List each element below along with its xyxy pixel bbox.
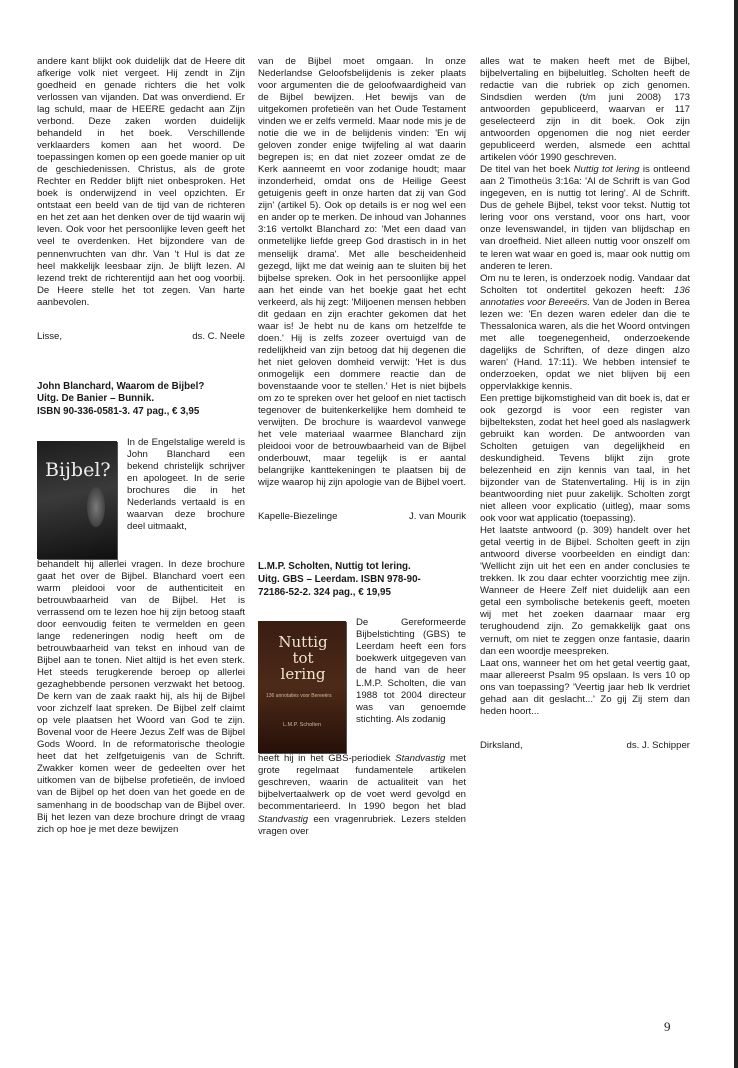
signature-name: ds. C. Neele (192, 330, 245, 342)
signature-van-mourik (258, 511, 466, 523)
signature-name: J. van Mourik (408, 511, 466, 523)
book-subtitle: 136 annotaties voor Bereeërs. (480, 284, 690, 308)
text-run: met grote regelmaat fundamentele artikelen geschreven, waarin de actualiteit van het bijbelvertaalwerk op de voet werd gevolgd en becommentarieerd. In 1990 begon het blad (258, 753, 466, 813)
heading-line: Uitg. De Banier – Bunnik. (37, 393, 155, 405)
paragraph: Een prettige bijkomstigheid van dit boek is, dat er ook gezorgd is voor een register van bijbelteksten, zodat het heel goed als naslagwerk gebruikt kan worden. De antwoorden van Scholten getuigen van degelijkheid en deskundigheid. Tevens blijkt zijn grote belezenheid en zijn kennis van taal, in het bijzonder van de Statenvertaling. Hij is in zijn beantwoording niet puur zakelijk. Scholten zorgt niet alleen voor explicatio (uitleg), maar soms ook voor wat applicatio (toepassing). (480, 392, 690, 525)
paragraph (480, 164, 690, 272)
text-run: een vragenrubriek. Lezers stelden vragen over (258, 813, 466, 837)
signature-place: Dirksland, (480, 739, 523, 751)
signature-name: ds. J. Schipper (626, 739, 690, 751)
heading-line: John Blanchard, Waarom de Bijbel? (37, 380, 205, 392)
cover-title-line: Nuttig (278, 633, 328, 652)
signature-place: Kapelle-Biezelinge (258, 511, 338, 523)
cover-title-line: lering (280, 664, 326, 683)
paragraph: alles wat te maken heeft met de Bijbel, bijbelvertaling en bijbeluitleg. Scholten heeft de redactie van die rubriek op zich genomen. Sindsdien werden (t/m juni 2008) 173 antwoorden gepubliceerd, waarvan er 117 geselecteerd zijn in dit boek. Ook zijn antwoorden opgenomen die nog niet eerder gepubliceerd werden, alsmede een achttal artikelen vóór 1990 geschreven. (480, 56, 690, 164)
book-cover-nuttig (258, 621, 346, 753)
cover-subtitle: 136 annotaties voor Bereeërs (266, 693, 332, 700)
review-body (258, 753, 466, 837)
review-heading-blanchard (37, 381, 245, 419)
book-cover-bijbel (37, 441, 117, 559)
cover-row (37, 437, 245, 559)
review-continuation: andere kant blijkt ook duidelijk dat de Heere dit afkerige volk niet vergeet. Hij zendt in Zijn goedheid en genade richters die het volk verlossen van vijanden. Dat was onverdiend. Er lag schuld, maar de HEERE gedacht aan Zijn verbond. Deze zaken worden duidelijk behandeld in het boek. Verschillende verklaarders komen aan het woord. De toepassingen komen op een goede manier op uit de geschiedenissen. Christus, als de grote Rechter en Redder blijft niet onbesproken. Het boek is onderwijzend in veel opzichten. Er ontstaat een beeld van de tijd van de richteren en het zet aan het denken over de tijd waarin wij leven. Ook voor het persoonlijke leven geeft het veel te overdenken. Het bijzondere van de pennenvruchten van dhr. Van 't Hul is dat ze heel makkelijk leesbaar zijn. Je blijft lezen. Al lezend trekt de richterentijd aan het oog voorbij. De Heere stelle het tot zegen. Van harte aanbevolen. (37, 56, 245, 308)
cover-title (264, 635, 342, 682)
column-2 (258, 56, 466, 838)
cover-adjacent-text: In de Engelstalige wereld is John Blanchard een bekend christelijk schrijver en apologeet. In de serie brochures die in het Nederlands vertaald is en waarvan deze brochure deel uitmaakt, (127, 436, 245, 533)
heading-line: ISBN 90-336-0581-3. 47 pag., € 3,95 (37, 406, 200, 418)
signature-neele (37, 331, 245, 343)
cover-title-line: tot (292, 649, 314, 668)
cover-author: L.M.P. Scholten (282, 722, 322, 729)
text-run: De titel van het boek (480, 164, 571, 176)
review-body: behandelt hij allerlei vragen. In deze brochure gaat het over de Bijbel. Blanchard voert een warm pleidooi voor de authenticiteit en betrouwbaarheid van de Bijbel. Het is verrassend om te lezen hoe hij zijn betoog staaft door eenvoudig feiten te vermelden en geen lange redeneringen nodig heeft om de betrouwbaarheid van tekst en inhoud van de Bijbel aan te tonen. Niet altijd is het even sterk. Het steeds terugkerende beroep op allerlei gezaghebbende personen verzwakt het betoog. De kern van de zaak raakt hij, als hij de Bijbel voor zichzelf laat spreken. De Bijbel zelf claimt op vele plaatsen het Woord van God te zijn. Bovenal voor de Heere Jezus Zelf was de Bijbel Gods Woord. In de reformatorische theologie heet dat het zelfgetuigenis van de Schrift. Zwakker komen weer de gedeelten over het uitkomen van de bijbelse profetieën, de invloed van de Bijbel op het doen van het goede en de samenhang in de boodschap van de Bijbel over. Bij het lezen van deze brochure dringt de vraag zich op hoe je met deze bewijzen (37, 558, 245, 835)
heading-line: 72186-52-2. 324 pag., € 19,95 (258, 586, 391, 598)
heading-line: L.M.P. Scholten, Nuttig tot lering. (258, 561, 411, 573)
signature-schipper (480, 740, 690, 752)
page-number: 9 (664, 1019, 671, 1034)
paragraph (480, 273, 690, 393)
paragraph: Het laatste antwoord (p. 309) handelt over het getal veertig in de Bijbel. Scholten geeft in zijn antwoord diverse voorbeelden en eindigt dan: 'Wellicht zijn uit het een en ander conclusies te trekken. Ik zou daar echter voorzichtig mee zijn. Wanneer de Heere Zelf niet duidelijk aan een getal een symbolische betekenis geeft, moeten wij met het zoeken daarnaar maar erg terughoudend zijn. Zo gemakkelijk gaat ons vernuft, om niet te zeggen onze fantasie, daarin dan een woordje meespreken. (480, 525, 690, 657)
text-run: Van de Joden in Berea lezen we: 'En dezen waren edeler dan die te Thessalonica waren, als die het Woord ontvingen met alle toegenegenheid, onderzoekende dagelijks de Schriften, of deze dingen alzo waren' (Hand. 17:11). We hebben intensief te onderzoeken, opdat we niet blijven bij een oppervlakkige kennis. (480, 296, 690, 392)
paragraph: Laat ons, wanneer het om het getal veertig gaat, maar allereerst Psalm 95 opslaan. Is vers 10 op ons van toepassing? 'Veertig jaar heb Ik verdriet gehad aan dit geslacht...' Zo gij Zij stem dan heden hoort... (480, 657, 690, 717)
text-run: heeft hij in het GBS-periodiek (258, 753, 391, 765)
text-run: is ontleend aan 2 Timotheüs 3:16a: 'Al de Schrift is van God ingegeven, en is nuttig tot lering'. Al de Schrift. Dus de gehele Bijbel, tekst voor tekst. Nuttig tot lering voor ons verstand, voor ons hart, voor onze levenswandel, in tijden van blijdschap en van droefheid. Niet alleen nuttig voor onszelf om te leren wat waar en goed is, maar ook nuttig om anderen te leren. (480, 164, 690, 272)
periodical-title: Standvastig (395, 753, 446, 765)
column-1 (37, 56, 245, 836)
book-title: Nuttig tot lering (573, 164, 640, 176)
review-body: van de Bijbel moet omgaan. In onze Nederlandse Geloofsbelijdenis is zeker plaats voor argumenten die de geloofwaardigheid van de Bijbel bewijzen. Het bewijs van de uitgekomen profetieën van het Oude Testament vinden we er zelfs vermeld. Maar node mis je de notie die we in de belijdenis vinden: 'En wij geloven zonder enige twijfeling al wat daarin begrepen is; en dat niet zozeer omdat ze de Kerk aanneemt en voor zodanige houdt; maar inzonderheid, omdat ons de Heilige Geest getuigenis geeft in onze harten dat zij van God zijn' (artikel 5). Ook op details is er nog wel een en ander op te merken. De inhoud van Johannes 3:16 vertolkt Blanchard zo: 'Met een daad van onmetelijke liefde greep God drastisch in in het menselijk drama'. Met alle bescheidenheid gezegd, lijkt me dat weinig aan te sluiten bij het bijbelse spreken. Ook in het persoonlijke appel aan het einde van het boekje gaat het echt verkeerd, als hij zegt: 'Miljoenen mensen hebben dit gedaan en zijn erachter gekomen dat het waar is! Je hebt nu de kans om hetzelfde te doen.' Hij is zelfs zozeer overtuigd van de redelijkheid van zijn betoog dat hij degenen die het niet geloven domheid verwijt: 'Het is dus onmogelijk een dommere reactie dan de bovenstaande voor te stellen.' Het is niet bijbels om zo te spreken over het geloof en niet tactisch tegenover de buitenkerkelijke hem domheid te verwijten. De brochure is waardevol vanwege het vele materiaal waarmee Blanchard zijn pleidooi voor de betrouwbaarheid van de Bijbel onderbouwt, maar tegelijk is er aantal belangrijke kanttekeningen te plaatsen bij de wijze waarop hij zijn apologie van de Bijbel voert. (258, 56, 466, 489)
cover-adjacent-text: De Gereformeerde Bijbelstichting (GBS) te Leerdam heeft een fors boekwerk uitgegeven van de hand van de heer L.M.P. Scholten, die van 1988 tot 2004 directeur was van genoemde stichting. Als zodanig (356, 617, 466, 725)
cover-graphic (87, 487, 105, 527)
heading-line: Uitg. GBS – Leerdam. ISBN 978-90- (258, 573, 421, 585)
column-3 (480, 56, 690, 752)
text-run: Om nu te leren, is onderzoek nodig. Vandaar dat Scholten tot ondertitel gekozen heeft: (480, 272, 690, 296)
cover-title: Bijbel? (45, 458, 111, 481)
signature-place: Lisse, (37, 330, 63, 342)
review-heading-scholten (258, 561, 466, 599)
periodical-title: Standvastig (258, 813, 309, 825)
cover-row (258, 617, 466, 753)
